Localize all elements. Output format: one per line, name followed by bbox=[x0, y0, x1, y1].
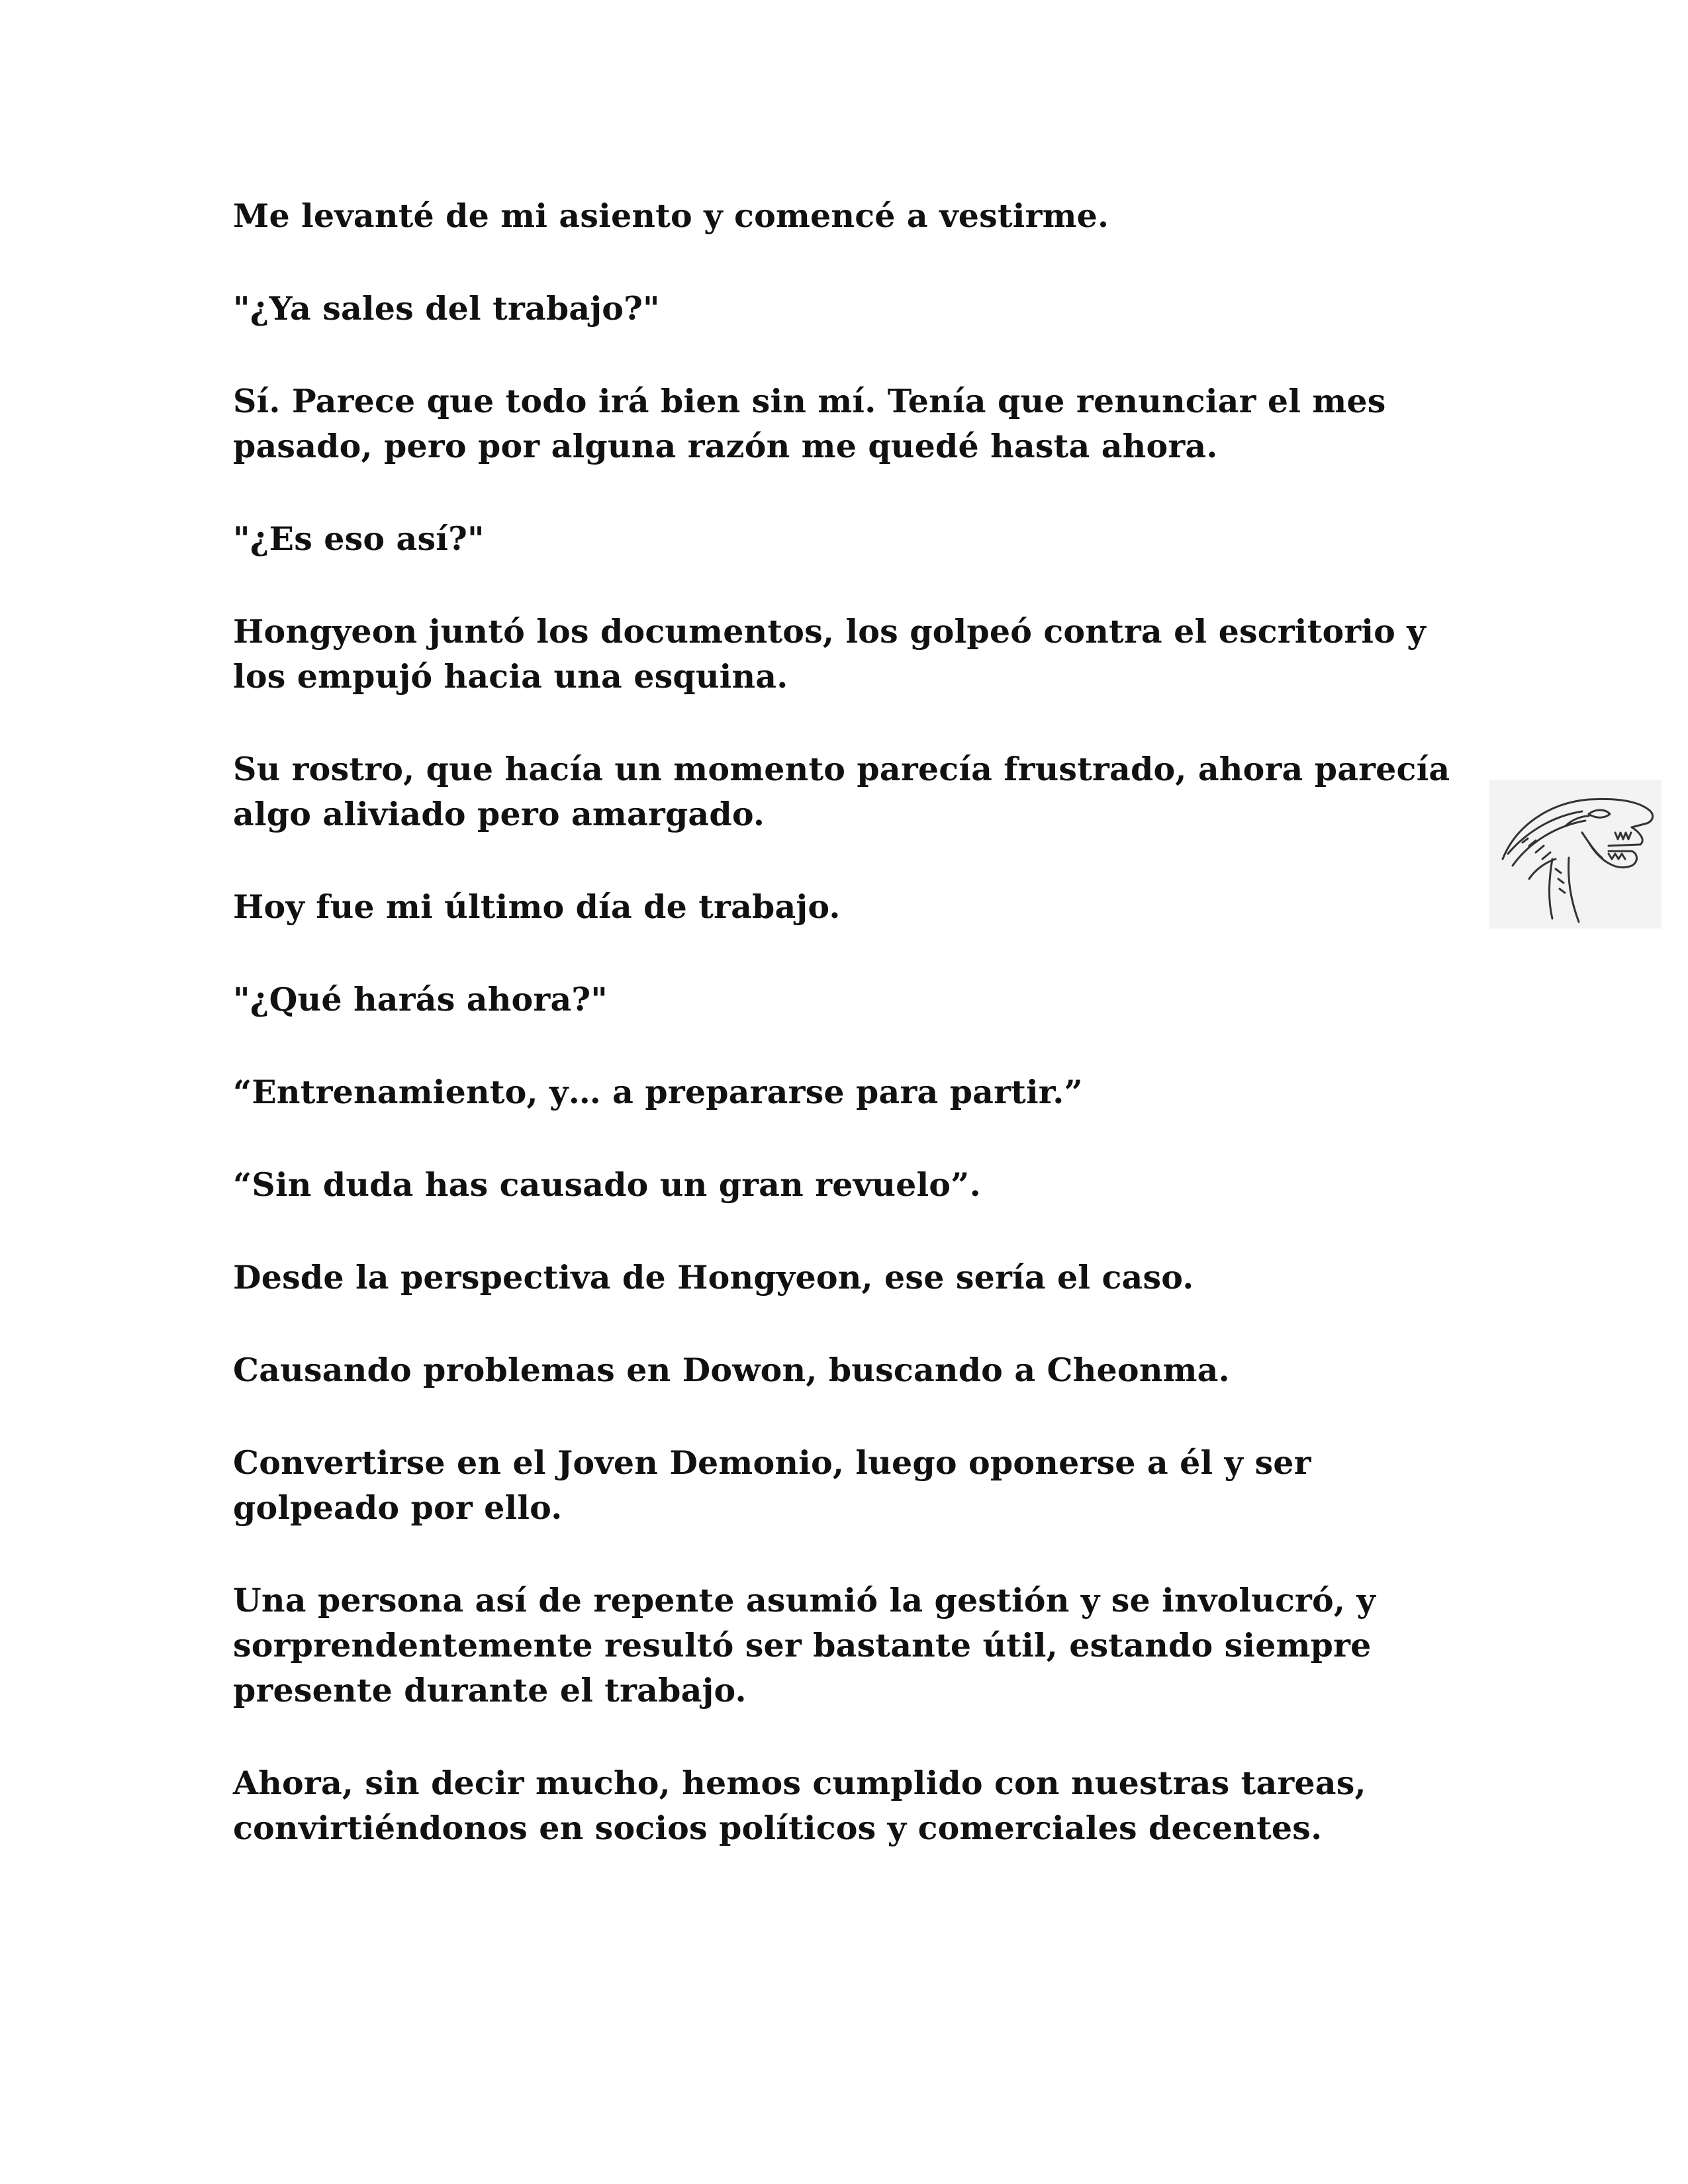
paragraph: Ahora, sin decir mucho, hemos cumplido con nuestras tareas, convirtiéndonos en socios políticos y comerciales decentes. bbox=[233, 1764, 1366, 1847]
paragraph: "¿Ya sales del trabajo?" bbox=[233, 289, 660, 328]
paragraph: Causando problemas en Dowon, buscando a Cheonma. bbox=[233, 1351, 1230, 1389]
paragraph: Hoy fue mi último día de trabajo. bbox=[233, 887, 841, 926]
paragraph: "¿Qué harás ahora?" bbox=[233, 980, 608, 1019]
dinosaur-head-icon bbox=[1489, 780, 1662, 929]
paragraph: “Entrenamiento, y… a prepararse para partir.” bbox=[233, 1073, 1083, 1111]
paragraph: Hongyeon juntó los documentos, los golpeó contra el escritorio y los empujó hacia una esquina. bbox=[233, 612, 1426, 696]
paragraph: Desde la perspectiva de Hongyeon, ese sería el caso. bbox=[233, 1258, 1194, 1297]
paragraph: Una persona así de repente asumió la gestión y se involucró, y sorprendentemente resultó ser bastante útil, estando siempre presente durante el trabajo. bbox=[233, 1581, 1376, 1709]
paragraph: Sí. Parece que todo irá bien sin mí. Tenía que renunciar el mes pasado, pero por alguna razón me quedé hasta ahora. bbox=[233, 382, 1386, 465]
paragraph: Me levanté de mi asiento y comencé a vestirme. bbox=[233, 197, 1109, 235]
paragraph: "¿Es eso así?" bbox=[233, 520, 485, 558]
paragraph: “Sin duda has causado un gran revuelo”. bbox=[233, 1165, 981, 1204]
paragraph: Su rostro, que hacía un momento parecía frustrado, ahora parecía algo aliviado pero amargado. bbox=[233, 750, 1450, 833]
body-text bbox=[233, 193, 1464, 1898]
paragraph: Convertirse en el Joven Demonio, luego oponerse a él y ser golpeado por ello. bbox=[233, 1443, 1311, 1527]
